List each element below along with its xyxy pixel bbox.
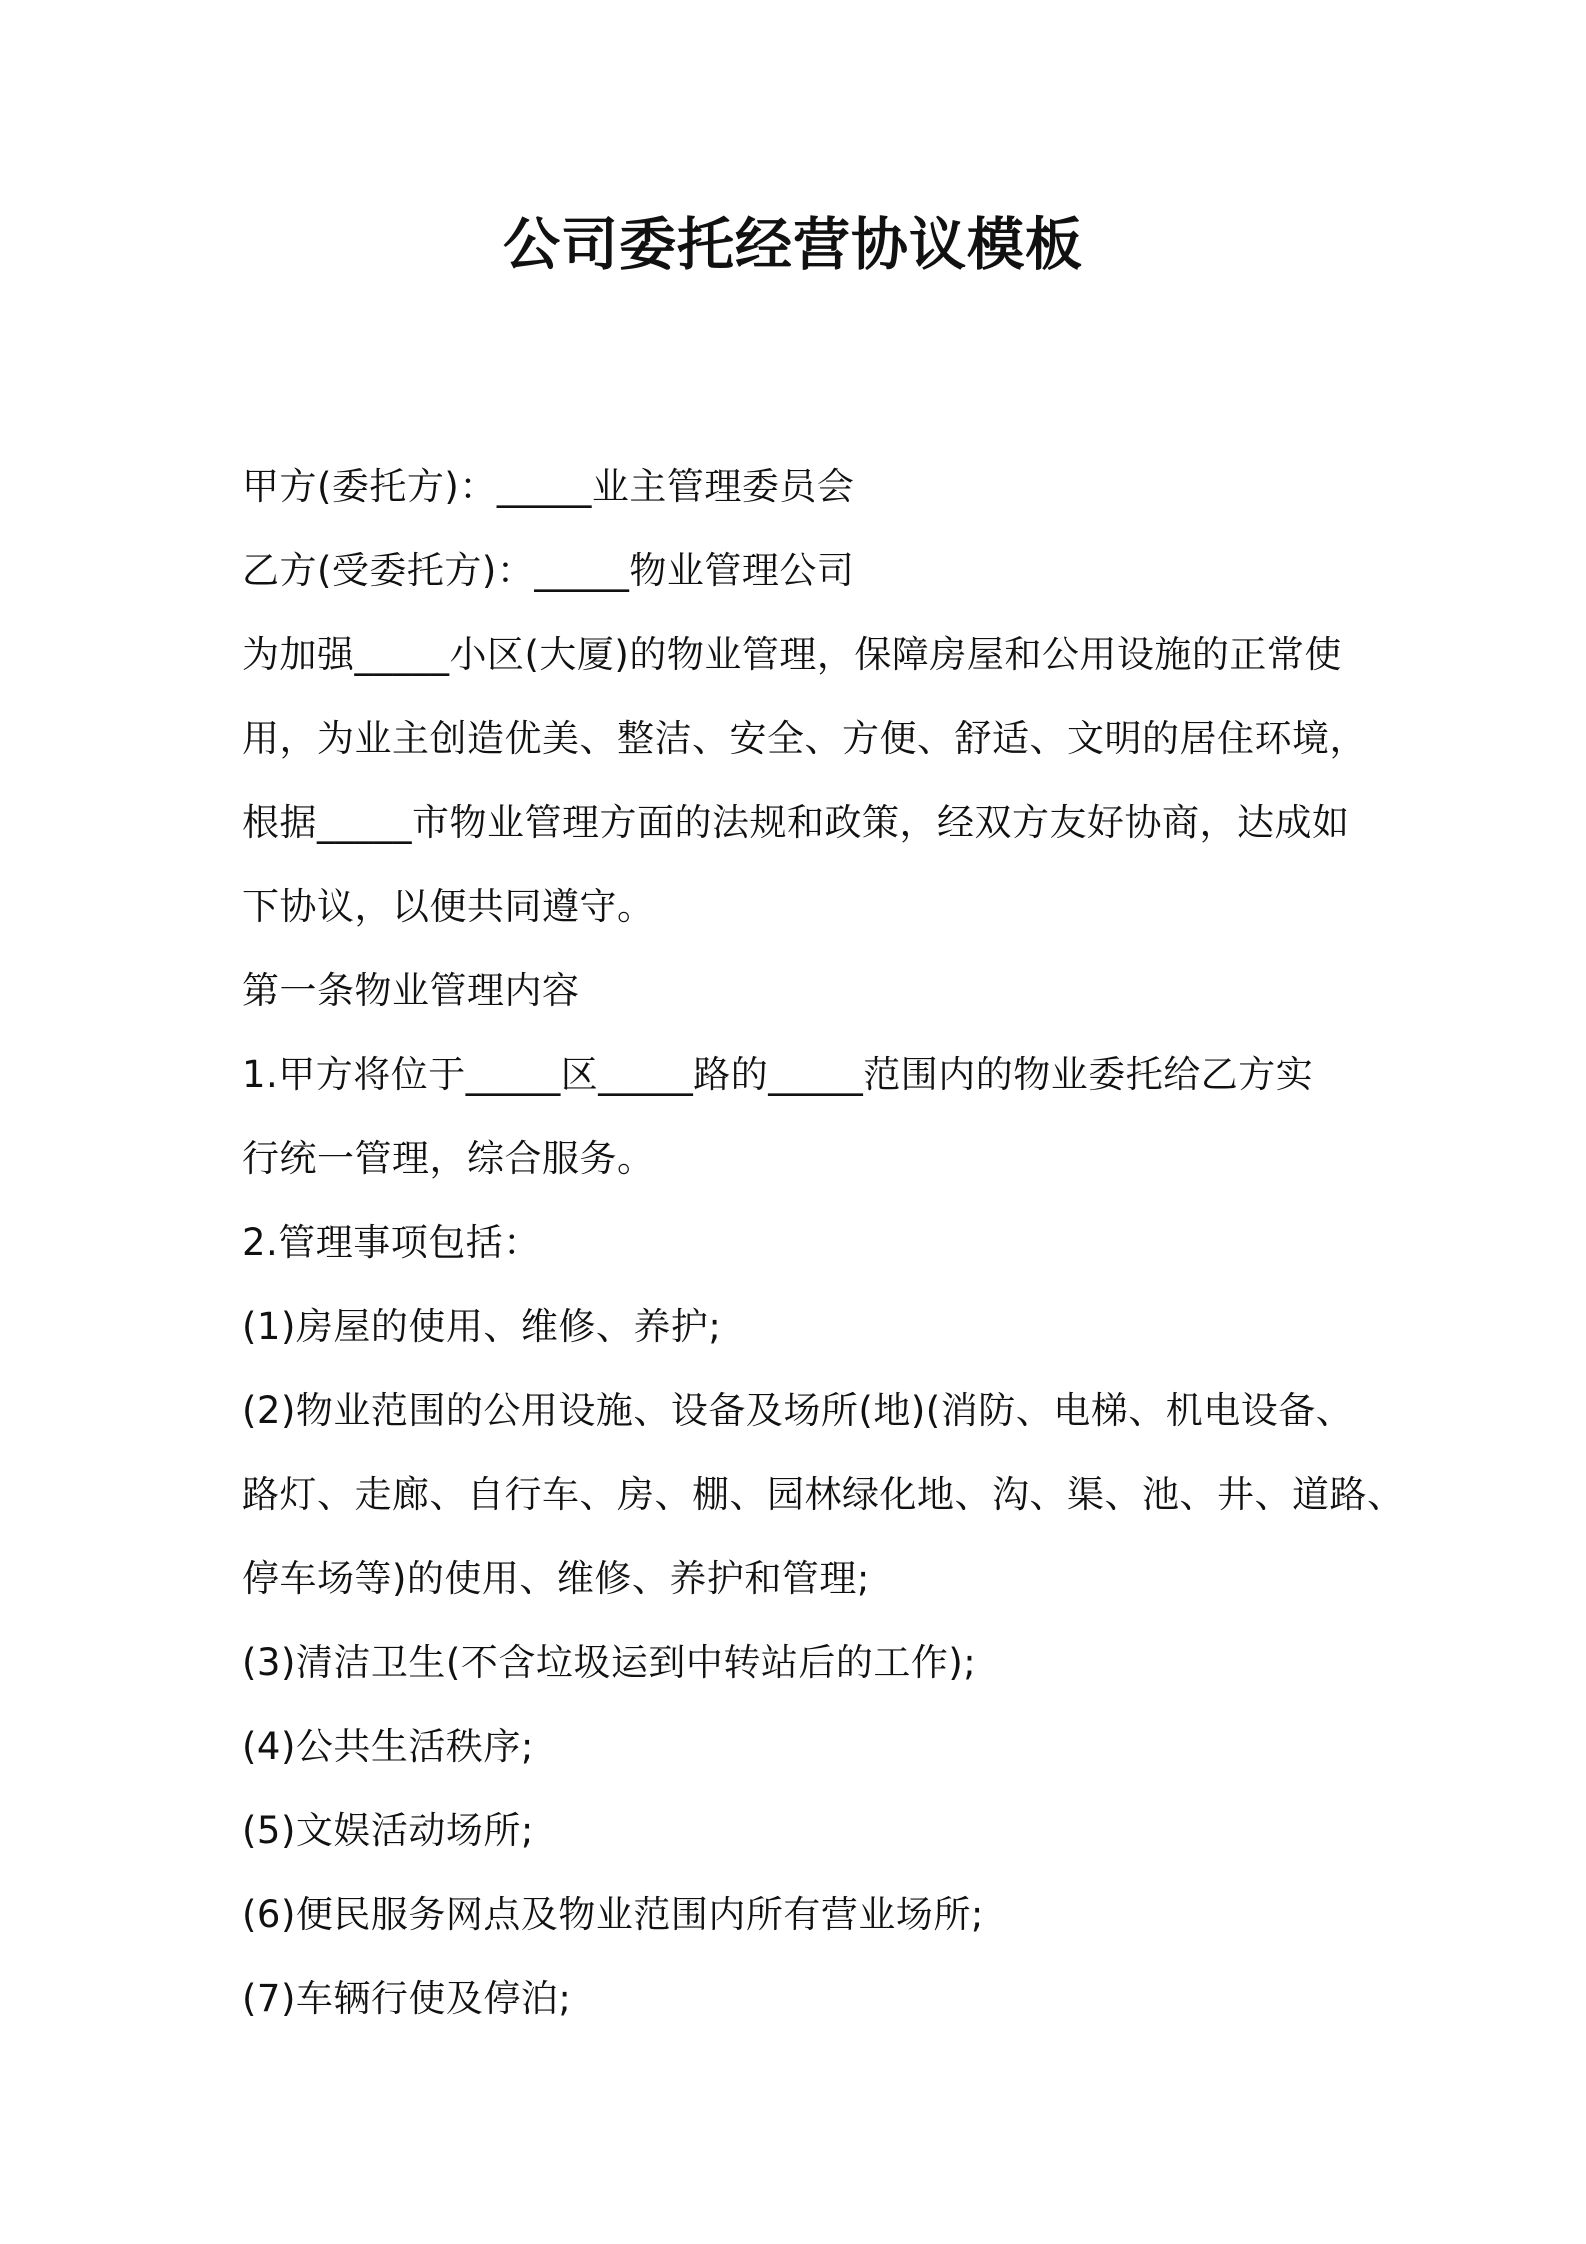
item-2-line-3: 停车场等)的使用、维修、养护和管理;: [242, 1557, 870, 1600]
preamble-line-2: 用，为业主创造优美、整洁、安全、方便、舒适、文明的居住环境，: [242, 717, 1367, 760]
preamble-line-4: 下协议，以便共同遵守。: [242, 885, 655, 928]
clause-2-heading: 2.管理事项包括：: [242, 1221, 541, 1264]
clause-1-line-1: 1.甲方将位于_____区_____路的_____范围内的物业委托给乙方实: [242, 1053, 1314, 1096]
item-4: (4)公共生活秩序;: [242, 1725, 534, 1768]
item-5: (5)文娱活动场所;: [242, 1809, 534, 1852]
party-b-line: 乙方(受委托方)：_____物业管理公司: [242, 549, 855, 592]
item-2-line-2: 路灯、走廊、自行车、房、棚、园林绿化地、沟、渠、池、井、道路、: [242, 1473, 1405, 1516]
item-7: (7)车辆行使及停泊;: [242, 1977, 572, 2020]
item-6: (6)便民服务网点及物业范围内所有营业场所;: [242, 1893, 984, 1936]
item-2-line-1: (2)物业范围的公用设施、设备及场所(地)(消防、电梯、机电设备、: [242, 1389, 1354, 1432]
item-3: (3)清洁卫生(不含垃圾运到中转站后的工作);: [242, 1641, 977, 1684]
preamble-line-1: 为加强_____小区(大厦)的物业管理，保障房屋和公用设施的正常使: [242, 633, 1342, 676]
clause-1-line-2: 行统一管理，综合服务。: [242, 1137, 655, 1180]
article-one-heading: 第一条物业管理内容: [242, 969, 580, 1012]
item-1: (1)房屋的使用、维修、养护;: [242, 1305, 722, 1348]
preamble-line-3: 根据_____市物业管理方面的法规和政策，经双方友好协商，达成如: [242, 801, 1350, 844]
document-title: 公司委托经营协议模板: [503, 212, 1083, 278]
party-a-line: 甲方(委托方)：_____业主管理委员会: [242, 465, 855, 508]
document-body: [242, 445, 1405, 2041]
